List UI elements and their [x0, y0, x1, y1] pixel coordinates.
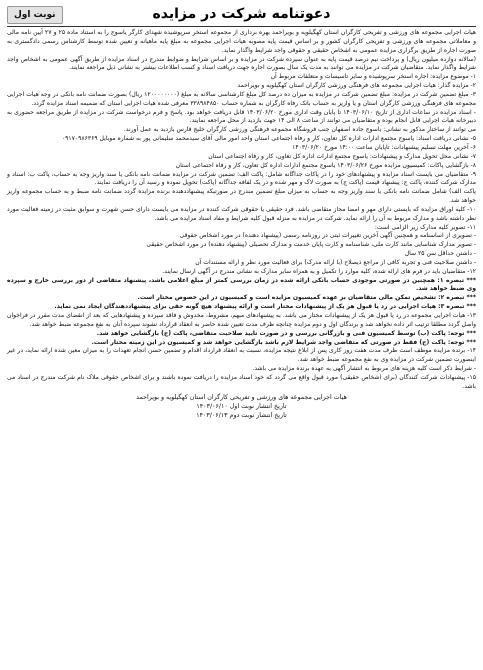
- notice-paragraph: *** تبصره ۳: هیات اجرایی در رد یا قبول هر یک از پیشنهادات مختار است و ارائه پیشنهاد هیچ گونه حقی برای پیشنهاددهندگان ایجاد نمی نماید.: [54, 303, 476, 311]
- edition-badge: نوبت اول: [7, 6, 63, 24]
- notice-paragraph: - داشتن حداقل سن ۲۵ سال: [404, 250, 476, 258]
- notice-paragraph: ۱۵- پیشنهادات شرکت کنندگان (برای اشخاص حقیقی) مورد قبول واقع می گردد که خود اسناد مزایده را دریافت نموده باشند و برای اشخاص حقوقی ملاک نام شرکت مندرج در اسناد می باشد.: [7, 373, 476, 390]
- notice-paragraph: ۲- مزایده گذار: هیات اجرایی مجموعه های فرهنگی ورزشی کارگران استان کهگیلویه و بویراحمد: [237, 82, 476, 90]
- notice-paragraph: *** تبصره ۱: همچنین در صورتی موجودی حساب بانکی ارائه شده در زمان بررسی کمتر از مبلغ اعلامی باشد، پیشنهاد متقاضی از دور بررسی خارج و سپرده وی ضبط خواهد شد.: [7, 276, 476, 293]
- notice-paragraph: *** توجه: پاکت (ج) فقط در صورتی که متقاضی واجد شرایط لازم باشد بازگشایی خواهد شد و کمیسیون در این زمینه مختار است.: [91, 338, 476, 346]
- notice-paragraph: می توانند از ساختار مذکور به نشانی: یاسوج جاده اصفهان جنب فروشگاه مجموعه فرهنگی ورزشی کارگران خلیج فارس بازدید به عمل آورند.: [123, 126, 476, 134]
- notice-paragraph: ۵- نشانی دریافت اسناد: یاسوج مجتمع ادارات اداره کل تعاون، کار و رفاه اجتماعی استان واحد امور مالی آقای سیدمحمد سلیمانی پور به شماره موبایل ۰۹۱۷۰۹۸۶۳۶۹: [61, 135, 476, 143]
- notice-paragraph: ۳- مبلغ تضمین شرکت در مزایده: مبلغ تضمین شرکت در مزایده به میزان ده درصد کل مبلغ کارشناسی سالانه به مبلغ (۱۲۰۰۰۰۰۰۰۰ ریال) بصورت ضمانت نامه بانکی در وجه هیات اجرایی مجموعه های فرهنگی ورزشی کارگران استان و یا واریز به حساب بانک رفاه کارگران به شماره حساب ۳۳۸۹۸۴۸۵۰ معرفی شده هیات اجرایی استان که ضمیمه اسناد مزایده گردد.: [7, 90, 476, 107]
- notice-paragraph: پاکت الف) شامل ضمانت نامه بانکی یا سند واریز وجه به حساب به میزان مبلغ تضمین مندرج در صورتیکه پیشنهاددهنده برنده مزایده گردد ضمانت نامه ضبط و به حساب مجموعه واریز خواهد شد.: [7, 188, 476, 205]
- notice-paragraph: - اسناد مزایده در ساعات اداری از تاریخ ۱۴۰۳/۰۶/۱۰ تا پایان وقت اداری مورخ ۱۴۰۳/۰۶/۲۰ قابل دریافت خواهد بود. پاسخ و فرم درخواست شرکت در مزایده از طریق مراجعه حضوری به دبیرخانه هیات اجرایی قابل انجام بوده و متقاضیان می توانند از ساعت ۸ الی ۱۴ جهت بازدید از محل مراجعه نمایند.: [7, 108, 476, 125]
- notice-paragraph: ۷- نشانی محل تحویل مدارک و پیشنهادات: یاسوج مجتمع ادارات اداره کل تعاون، کار و رفاه اجتماعی استان: [208, 152, 476, 160]
- notice-paragraph: ۱۳- هیات اجرایی مجموعه در رد یا قبول هر یک از پیشنهادات مختار می باشد. به پیشنهادهای مبهم، مشروط، مخدوش و فاقد سپرده و پیشنهادهایی که بعد از انقضای مدت مقرر در فراخوان واصل گردد مطلقا ترتیب اثر داده نخواهد شد و برندگان اول و دوم مزایده چنانچه ظرف مدت تعیین شده حاضر به انعقاد قرارداد نشوند سپرده آنان به نفع مجموعه ضبط خواهد شد.: [7, 312, 476, 328]
- notice-paragraph: هیات اجرایی مجموعه های ورزشی و تفریحی کارگران استان کهگیلویه و بویراحمد بهره برداری از مجموعه استخر سرپوشیده شهدای کارگر یاسوج را به استناد ماده ۲۵ و ۲۷ آیین نامه مالی و معاملاتی مجموعه های ورزشی و تفریحی کارگران کشور و بر اساس قیمت پایه مصوبه هیات اجرایی مجموعه به مبلغ پایه ماهیانه و تعیین شده توسط کارشناس رسمی دادگستری به صورت اجاره از طریق برگزاری مزایده عمومی به اشخاص حقیقی و حقوقی واجد شرایط واگذار نماید.: [7, 29, 477, 54]
- notice-paragraph: ۱- موضوع مزایده: اجاره استخر سرپوشیده و سایر تاسیسات و متعلقات مربوط آن: [270, 73, 476, 81]
- notice-paragraph: ۹- متقاضیان می بایست اسناد مزایده و پیشنهادهای خود را در پاکات جداگانه شامل: پاکت الف: تضمین شرکت در مزایده ضمانت نامه بانکی یا سند واریز وجه به حساب، پاکت ب: اسناد و مدارک شرکت کننده، پاکت ج: پیشنهاد قیمت (پاکت ج) به صورت لاک و مهر شده و در یک لفافه جداگانه (پاکت) تحویل نموده و رسید آن را دریافت نمایند.: [7, 170, 476, 187]
- notice-paragraph: (سالانه دوازده میلیون ریال) و پرداخت نیم درصد قیمت پایه به عنوان سپرده شرکت در مزایده و بر اساس شرایط و ضوابط مندرج در اسناد مزایده از طریق آگهی عمومی به اشخاص واجد شرایط واگذار نماید. متقاضیان شرکت در مزایده می توانند به مدت یک سال بصورت اجاره جهت دریافت اسناد و کسب اطلاعات بیشتر به نشانی ذیل مراجعه نمایند.: [7, 55, 476, 72]
- notice-paragraph: ۶- آخرین مهلت تسلیم پیشنهادات: تاپایان ساعت ۱۴:۰۰ مورخ ۱۴۰۳/۰۶/۲۰: [292, 143, 476, 151]
- notice-paragraph: *** توجه: پاکت (ب) توسط کمیسیون فنی و بازرگانی بررسی و در صورت تایید صلاحیت متقاضی، پاکت (ج) بازگشایی خواهد شد.: [96, 329, 476, 337]
- notice-paragraph: - تصویری از اساسنامه و همچنین آگهی آخرین تغییرات ثبتی در روزنامه رسمی (پیشنهاد دهنده) در مورد اشخاص حقوقی: [179, 232, 476, 240]
- notice-paragraph: - تصویر مدارک شناسایی مانند کارت ملی، شناسنامه و کارت پایان خدمت و مدارک تحصیلی (پیشنهاد دهنده) در مورد اشخاص حقیقی: [146, 241, 476, 249]
- notice-paragraph: *** تبصره ۲: تشخیص تمکن مالی متقاضیان بر عهده کمیسیون مزایده است و کمیسیون در این خصوص مختار است.: [137, 294, 476, 302]
- notice-paragraph: ۱۱- تصویر کلیه مدارک زیر الزامی است:: [374, 223, 476, 231]
- notice-paragraph: ۸- بازگشایی پاکات: کمیسیون مزایده مورخ ۱۴۰۳/۰۶/۲۶ یاسوج مجتمع ادارات اداره کل تعاون، کار و رفاه اجتماعی استان: [175, 161, 476, 169]
- notice-paragraph: ۱۲- متقاضیان باید در فرم های ارائه شده، کلیه موارد را تکمیل و به همراه سایر مدارک به نشانی مندرج در آگهی ارسال نمایند.: [162, 267, 476, 275]
- notice-paragraph: - شرایط ذکر است کلیه هزینه های مربوط به انتشار آگهی به عهده برنده مزایده می باشد.: [252, 365, 476, 373]
- publish-date-second: تاریخ انتشار نوبت دوم ۱۴۰۳/۰۶/۱۳: [196, 411, 287, 419]
- notice-paragraph: ۱۰- کلیه اوراق مزایده که بایستی دارای مهر و امضا مجاز متقاضی باشد. فرد حقیقی یا حقوقی شرکت کننده در مزایده می بایست دارای حسن شهرت و سوابق مثبت در زمینه فعالیت مورد نظر داشته باشد و مدارک مربوط به آن را ارائه نماید. شرکت در مزایده به منزله قبول کلیه شرایط و مفاد اسناد مزایده می باشد.: [7, 205, 476, 222]
- notice-paragraph: ۱۴- برنده مزایده موظف است ظرف مدت هفت روز کاری پس از ابلاغ نتیجه مزایده، نسبت به انعقاد قرارداد اقدام و تضمین حسن انجام تعهدات را به میزان معین شده ارائه نماید، در غیر اینصورت تضمین شرکت در مزایده وی به نفع مجموعه ضبط خواهد شد.: [7, 347, 476, 364]
- publish-date: تاریخ انتشار نوبت اول ۱۴۰۳/۰۶/۱۰: [196, 402, 287, 410]
- notice-footer: [7, 393, 476, 420]
- notice-body: [7, 29, 476, 392]
- title-divider: [7, 26, 476, 27]
- notice-paragraph: - داشتن صلاحیت فنی و تجربه کافی از مراجع ذیصلاح (با ارائه مدرک) برای فعالیت مورد نظر و ارائه مستندات آن: [195, 258, 476, 266]
- header: [7, 4, 476, 25]
- notice-title: دعوتنامه شرکت در مزایده: [152, 6, 331, 22]
- issuer-line: هیات اجرایی مجموعه های ورزشی و تفریحی کارگران استان کهگیلویه و بویراحمد: [136, 393, 347, 401]
